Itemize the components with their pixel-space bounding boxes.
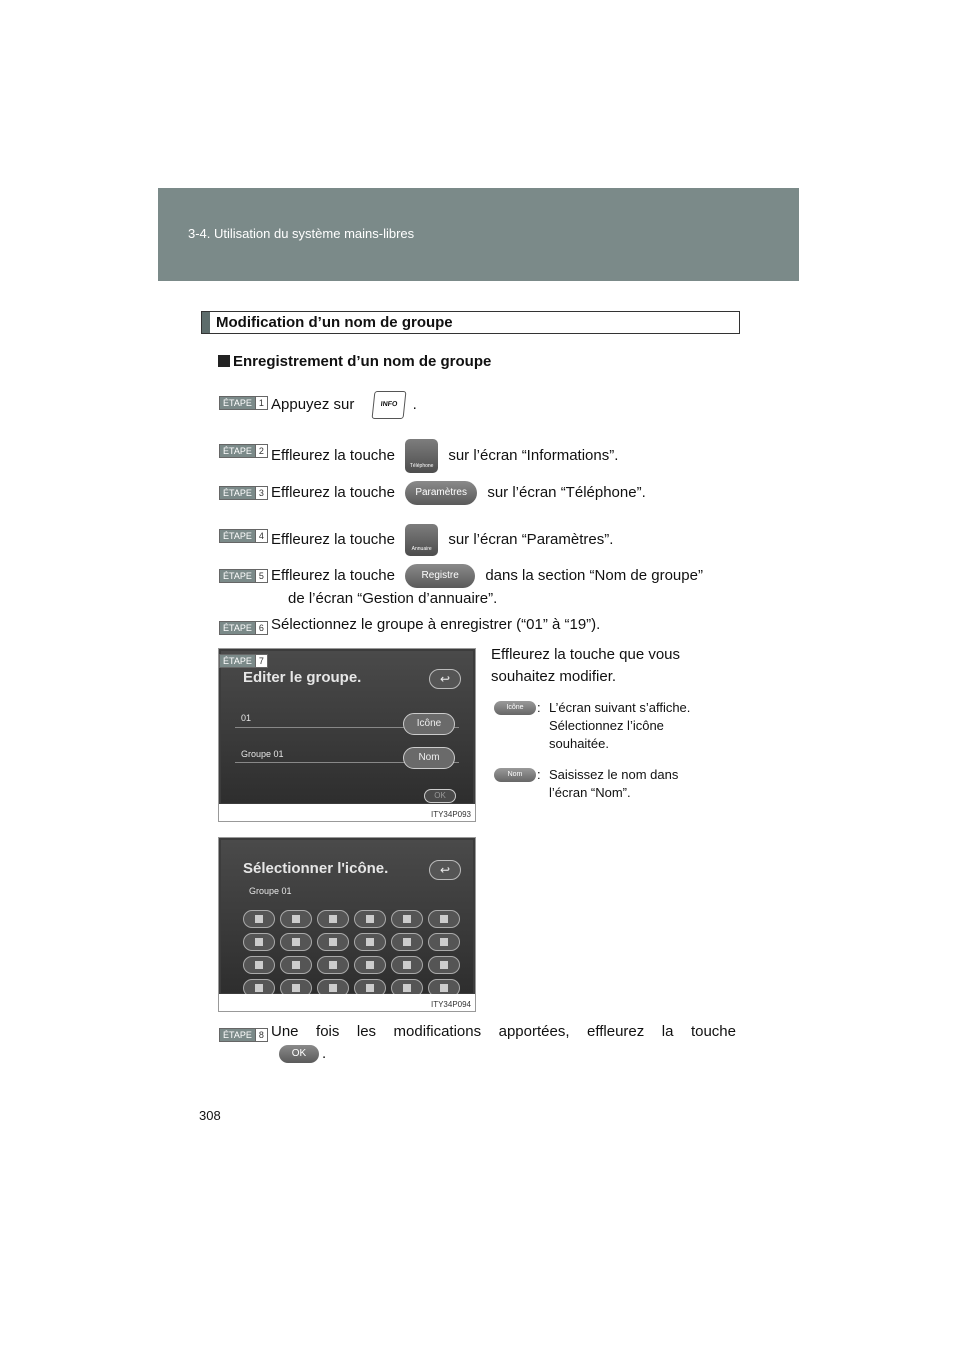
back-arrow-icon: ↩ [429, 860, 461, 880]
step-label: ÉTAPE [220, 487, 255, 499]
chapter-header [158, 188, 799, 281]
square-bullet-icon [218, 355, 230, 367]
ok-button-disabled: OK [424, 789, 456, 803]
step-3-text [271, 481, 646, 505]
step-label: ÉTAPE [220, 570, 255, 582]
step-label: ÉTAPE [220, 622, 255, 634]
step-8-text: Une fois les modifications apportées, effleurez la touche [271, 1023, 736, 1040]
nom-button-icon: Nom [494, 768, 536, 782]
nom-button[interactable]: Nom [403, 747, 455, 769]
step-tag-1 [219, 393, 268, 407]
step-tag-5 [219, 566, 268, 580]
note-line [549, 717, 736, 735]
step-2-text [271, 439, 618, 473]
edit-group-screenshot [218, 648, 476, 822]
subheading-text: Enregistrement d’un nom de groupe [233, 353, 492, 370]
step-tag-4 [219, 526, 268, 540]
figure-code: ITY34P094 [430, 1000, 471, 1009]
step-tag-6 [219, 618, 268, 632]
step-number: 5 [255, 570, 267, 582]
step-3-pre: Effleurez la touche [271, 483, 395, 501]
group-icon-option[interactable] [280, 910, 312, 928]
annuaire-button-icon [405, 524, 438, 556]
group-icon-option[interactable] [280, 956, 312, 974]
step-5-post: dans la section “Nom de groupe” [485, 566, 703, 584]
group-icon-option[interactable] [391, 956, 423, 974]
group-icon-option[interactable] [243, 933, 275, 951]
telephone-button-icon [405, 439, 438, 473]
step-label: ÉTAPE [220, 655, 255, 667]
step-number: 1 [255, 397, 267, 409]
group-label: Groupe 01 [249, 886, 292, 896]
group-icon-option[interactable] [280, 933, 312, 951]
step-tag-8 [219, 1025, 268, 1039]
group-name-label: Groupe 01 [241, 749, 284, 759]
note-colon: : [537, 700, 541, 715]
step-label: ÉTAPE [220, 1029, 255, 1041]
parametres-button-icon [405, 481, 477, 505]
step-6-text: Sélectionnez le groupe à enregistrer (“01” à “19”). [271, 616, 601, 633]
step-number: 7 [255, 655, 267, 667]
step-number: 6 [255, 622, 267, 634]
figure-code: ITY34P093 [430, 810, 471, 819]
step-1-text [271, 391, 417, 419]
step-number: 8 [255, 1029, 267, 1041]
step-7-text-2: souhaitez modifier. [491, 668, 617, 685]
group-icon-option[interactable] [317, 910, 349, 928]
back-arrow-icon: ↩ [429, 669, 461, 689]
screen-title: Editer le groupe. [243, 669, 362, 686]
section-breadcrumb: 3-4. Utilisation du système mains-libres [188, 226, 415, 241]
annuaire-label: Annuaire [411, 546, 432, 552]
note-line-text: Sélectionnez l’icône [549, 718, 664, 733]
step-tag-7 [219, 651, 268, 665]
step-label: ÉTAPE [220, 530, 255, 542]
step-number: 3 [255, 487, 267, 499]
step-5-continuation: de l’écran “Gestion d’annuaire”. [288, 590, 498, 607]
group-icon-option[interactable] [354, 956, 386, 974]
group-icon-option[interactable] [243, 910, 275, 928]
group-icon-option[interactable] [391, 933, 423, 951]
group-icon-option[interactable] [428, 956, 460, 974]
section-title-box [201, 311, 740, 334]
group-number-label: 01 [241, 713, 252, 723]
step-1-pre: Appuyez sur [271, 395, 355, 413]
step-2-post: sur l’écran “Informations”. [448, 446, 619, 464]
group-icon-option[interactable] [391, 910, 423, 928]
step-3-post: sur l’écran “Téléphone”. [487, 483, 646, 501]
title-accent-bar [202, 312, 210, 333]
note-line: L’écran suivant s’affiche. [549, 700, 691, 715]
ok-button-icon [279, 1045, 319, 1063]
page-number: 308 [199, 1108, 221, 1123]
icon-grid [243, 910, 460, 997]
ok-label: OK [291, 1048, 307, 1060]
step-1-post: . [412, 395, 417, 413]
icone-button-icon: Icône [494, 701, 536, 715]
group-icon-option[interactable] [243, 956, 275, 974]
note-nom-text [549, 766, 736, 802]
step-number: 4 [255, 530, 267, 542]
screen-title: Sélectionner l'icône. [243, 860, 389, 877]
step-4-post: sur l’écran “Paramètres”. [448, 530, 614, 548]
icone-button[interactable]: Icône [403, 713, 455, 735]
step-label: ÉTAPE [220, 445, 255, 457]
step-5-text [271, 564, 703, 588]
info-button-icon [371, 391, 406, 419]
step-8-post: . [322, 1045, 327, 1062]
telephone-label: Téléphone [409, 463, 434, 469]
group-icon-option[interactable] [354, 933, 386, 951]
group-icon-option[interactable] [354, 910, 386, 928]
step-5-pre: Effleurez la touche [271, 566, 395, 584]
step-4-pre: Effleurez la touche [271, 530, 395, 548]
step-8-continuation [279, 1045, 326, 1063]
note-icone-text [549, 699, 736, 753]
select-icon-screenshot [218, 837, 476, 1012]
step-number: 2 [255, 445, 267, 457]
step-label: ÉTAPE [220, 397, 255, 409]
note-line: l’écran “Nom”. [549, 785, 631, 800]
info-label: INFO [379, 401, 398, 408]
group-icon-option[interactable] [428, 910, 460, 928]
group-icon-option[interactable] [317, 956, 349, 974]
step-2-pre: Effleurez la touche [271, 446, 395, 464]
group-icon-option[interactable] [428, 933, 460, 951]
parametres-label: Paramètres [415, 487, 467, 498]
group-icon-option[interactable] [317, 933, 349, 951]
step-tag-2 [219, 441, 268, 455]
step-tag-3 [219, 483, 268, 497]
step-7-text-1: Effleurez la touche que vous [491, 646, 681, 663]
note-line: souhaitée. [549, 736, 609, 751]
registre-label: Registre [421, 570, 459, 581]
registre-button-icon [405, 564, 475, 588]
section-title: Modification d’un nom de groupe [216, 314, 453, 331]
note-colon: : [537, 767, 541, 782]
step-4-text [271, 524, 613, 556]
note-line: Saisissez le nom dans [549, 767, 679, 782]
subheading [218, 353, 491, 370]
